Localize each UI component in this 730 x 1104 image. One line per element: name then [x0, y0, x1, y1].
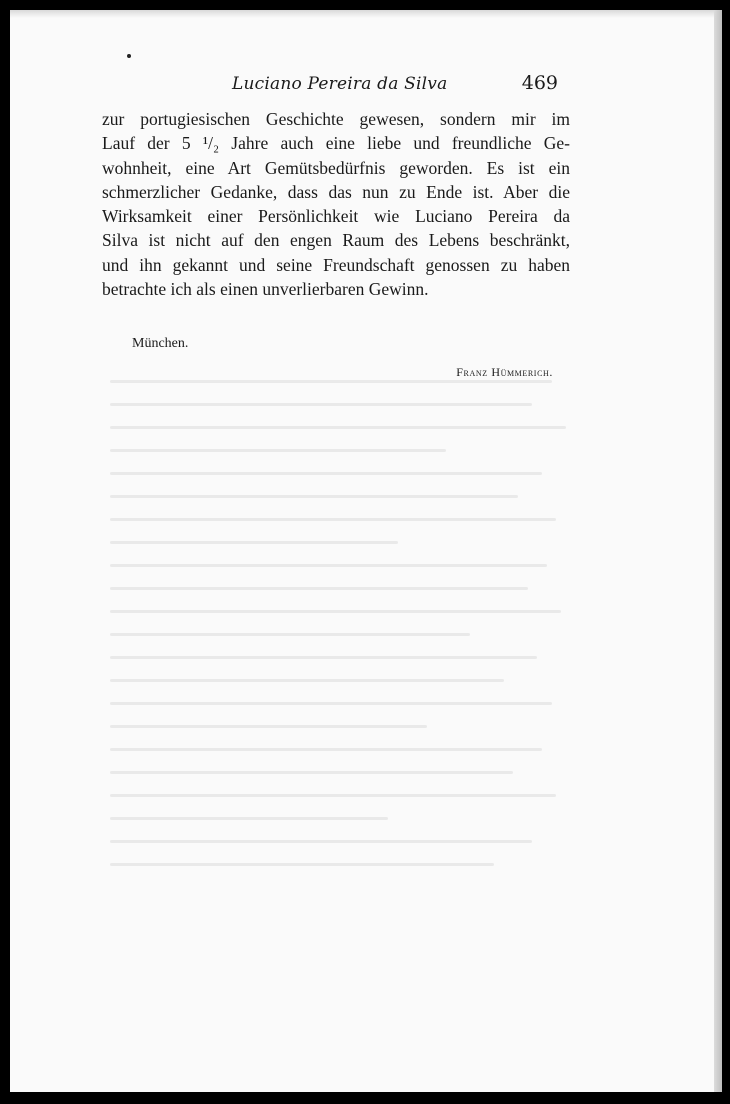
body-paragraph — [102, 107, 570, 301]
text-line: schmerzlicher Gedanke, dass das nun zu Ende ist. Aber die — [102, 181, 570, 202]
author-signature: Franz Hümmerich. — [456, 365, 553, 379]
text-line: Lauf der 5 ¹/₂ Jahre auch eine liebe und freundliche Ge- — [102, 133, 570, 154]
book-page — [10, 10, 722, 1092]
page-header — [102, 70, 558, 100]
text-line: zur portugiesischen Geschichte gewesen, sondern mir im — [102, 109, 570, 129]
text-line: wohnheit, eine Art Gemütsbedürfnis geworden. Es ist ein — [102, 157, 570, 178]
ink-speck — [127, 54, 131, 58]
page-edge — [714, 10, 722, 1092]
page-shadow — [10, 10, 722, 18]
running-title: Luciano Pereira da Silva — [232, 74, 448, 94]
text-line: Wirksamkeit einer Persönlichkeit wie Luciano Pereira da — [102, 206, 570, 227]
text-line: und ihn gekannt und seine Freundschaft genossen zu haben — [102, 254, 570, 275]
bleed-through-text — [110, 380, 590, 886]
page-number: 469 — [521, 72, 558, 94]
text-line: Silva ist nicht auf den engen Raum des Lebens beschränkt, — [102, 230, 570, 251]
text-line: betrachte ich als einen unverlierbaren Gewinn. — [102, 279, 429, 300]
place-line: München. — [132, 336, 189, 351]
